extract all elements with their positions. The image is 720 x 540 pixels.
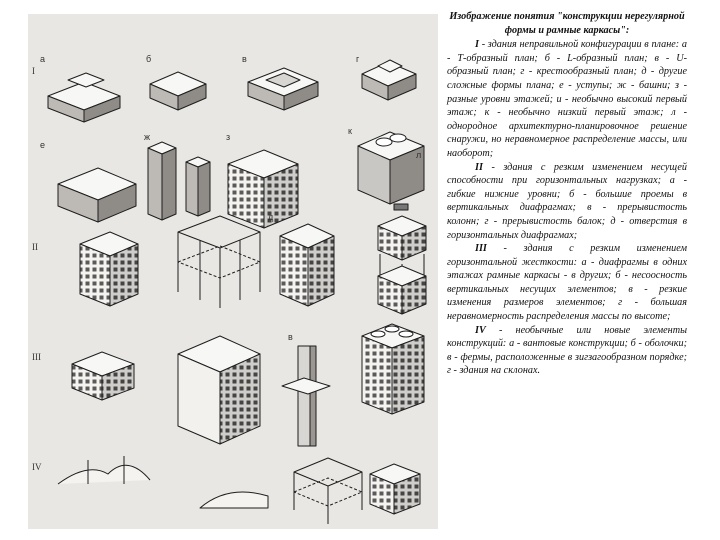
paragraph-3-number: III xyxy=(475,243,487,255)
fig-letter-a: а xyxy=(40,54,46,64)
split-level-frame xyxy=(228,150,298,228)
paragraph-1-text: - здания неправильной конфигурации в плане: а - Т-образный план; б - L-образный план; в - U-образный план; г - крестообразный план; д - другие сложные формы плана; е - уступы; ж - башни; з - разные уровни этажей; и - необычно высокий первый этаж; к - необычно низкий первый этаж; л - однородное архитектурно-планировочное решение снаружи, но неравномерное распределение массы, или наоборот; xyxy=(447,39,687,159)
fig-letter-l: л xyxy=(416,150,422,160)
open-storey-tower xyxy=(378,204,426,314)
paragraph-4 xyxy=(447,324,687,378)
paragraph-1 xyxy=(447,38,687,160)
fig-letter-v2: в xyxy=(288,332,293,342)
fig-letter-g: г xyxy=(356,54,360,64)
shell-structure xyxy=(200,492,268,508)
stepped-block xyxy=(58,168,136,222)
large-box-building xyxy=(178,336,260,444)
t-shaped-plan-block xyxy=(48,73,120,122)
cable-tent-structure xyxy=(58,456,150,484)
fig-letter-z: з xyxy=(226,132,231,142)
row-label-3: III xyxy=(32,352,41,362)
frame-building-2 xyxy=(280,224,334,306)
paragraph-2 xyxy=(447,161,687,243)
irregular-structures-drawing xyxy=(28,14,438,529)
row-label-4: IV xyxy=(32,462,42,472)
l-shaped-plan-block xyxy=(150,72,206,110)
fig-letter-zh: ж xyxy=(144,132,151,142)
u-shaped-plan-block xyxy=(248,68,318,110)
cylinder-top-tower xyxy=(362,324,424,414)
building-illustration xyxy=(28,14,438,529)
hillside-building xyxy=(370,464,420,514)
column-joint-detail xyxy=(282,346,330,446)
paragraph-4-number: IV xyxy=(475,324,486,336)
frame-building-1 xyxy=(80,232,138,306)
paragraph-3-text: - здания с резким изменением горизонтальной жесткости: а - диафрагмы в одних этажах рамные каркасы - в других; б - несоосность вертикальных несущих элементов; в - резкие изменения размеров элементов; г - большая неравномерность распределения массы по высоте; xyxy=(447,243,687,323)
row-label-1: I xyxy=(32,66,35,76)
fig-letter-d: д xyxy=(268,212,274,222)
mixed-wall-frame-block xyxy=(72,352,134,400)
paragraph-1-number: I xyxy=(475,39,479,51)
tower-block xyxy=(148,142,210,220)
fig-letter-b: б xyxy=(146,54,152,64)
staggered-truss-frame xyxy=(294,458,362,524)
fig-letter-k: к xyxy=(348,126,352,136)
fig-letter-v: в xyxy=(242,54,247,64)
paragraph-4-text: - необычные или новые элементы конструкций: а - вантовые конструкции; б - оболочки; в - фермы, расположенные в зигзагообразном порядке; г - здания на склонах. xyxy=(447,324,687,377)
paragraph-2-text: - здания с резким изменением несущей способности при горизонтальных нагрузках; а - гибкие нижние уровни; б - большие проемы в вертикальных диафрагмах; в - прерывистость колонн; г - прерывистость балок; д - отверстия в горизонтальных диафрагмах; xyxy=(447,161,687,241)
paragraph-3 xyxy=(447,242,687,324)
fig-letter-e: е xyxy=(40,140,46,150)
description-title: Изображение понятия "конструкции нерегулярной формы и рамные каркасы": xyxy=(449,11,685,36)
tall-first-floor-block xyxy=(358,132,424,204)
open-column-storey xyxy=(178,216,260,308)
cross-shaped-plan-block xyxy=(362,60,416,100)
description-text xyxy=(447,10,687,378)
row-label-2: II xyxy=(32,242,38,252)
paragraph-2-number: II xyxy=(475,161,483,173)
